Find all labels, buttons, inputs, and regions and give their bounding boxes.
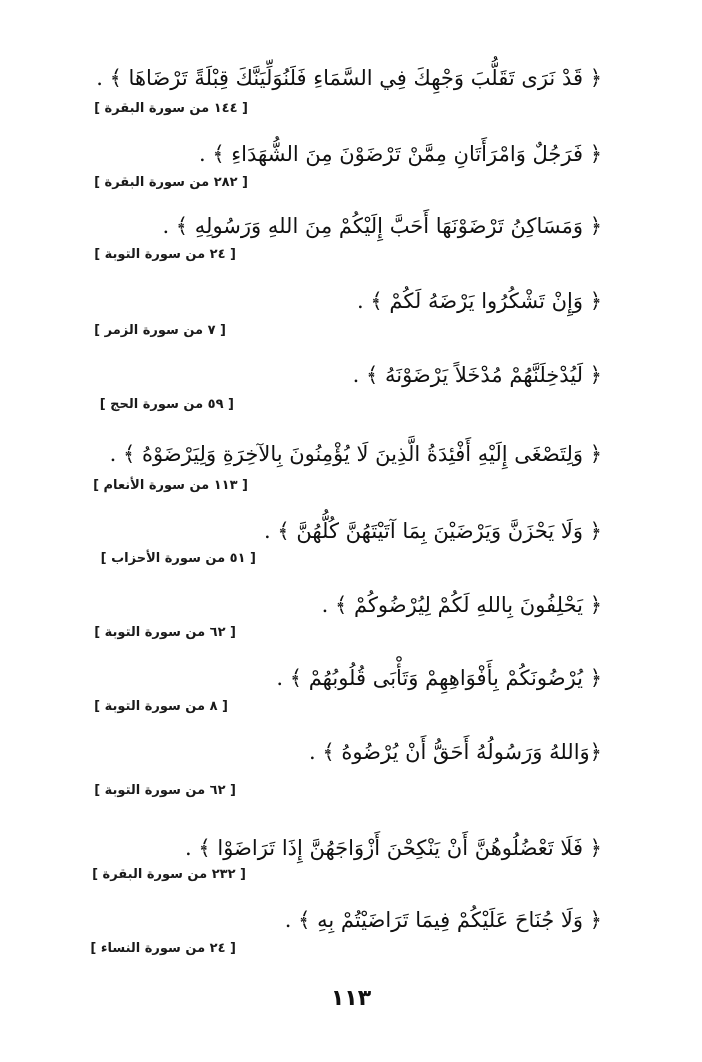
verse-7: ﴿ وَلَا يَحْزَنَّ وَيَرْضَيْنَ بِمَا آتَيْتَهُنَّ كُلُّهُنَّ ﴾ .: [264, 519, 602, 543]
verse-6: ﴿ وَلِتَصْغَى إِلَيْهِ أَفْئِدَةُ الَّذِينَ لَا يُؤْمِنُونَ بِالآخِرَةِ وَلِيَرْضَوْهُ ﴾ .: [109, 442, 602, 466]
verse-4: ﴿ وَإِنْ تَشْكُرُوا يَرْضَهُ لَكُمْ ﴾ .: [357, 289, 602, 313]
page-number: ١١٣: [330, 986, 372, 1011]
verse-3: ﴿ وَمَسَاكِنُ تَرْضَوْنَهَا أَحَبَّ إِلَيْكُمْ مِنَ اللهِ وَرَسُولِهِ ﴾ .: [162, 214, 602, 238]
reference-2: [ ٢٨٢ من سورة البقرة ]: [94, 175, 248, 190]
reference-6: [ ١١٣ من سورة الأنعام ]: [93, 478, 248, 493]
reference-9: [ ٨ من سورة التوبة ]: [94, 699, 228, 714]
verse-1: ﴿ قَدْ نَرَى تَقَلُّبَ وَجْهِكَ فِي السَّمَاءِ فَلَنُوَلِّيَنَّكَ قِبْلَةً تَرْضَاهَا ﴾ .: [96, 66, 602, 90]
verse-5: ﴿ لَيُدْخِلَنَّهُمْ مُدْخَلاً يَرْضَوْنَهُ ﴾ .: [352, 363, 602, 387]
reference-10: [ ٦٢ من سورة التوبة ]: [94, 783, 236, 798]
reference-1: [ ١٤٤ من سورة البقرة ]: [94, 101, 248, 116]
verse-8: ﴿ يَحْلِفُونَ بِاللهِ لَكُمْ لِيُرْضُوكُمْ ﴾ .: [321, 593, 602, 617]
reference-3: [ ٢٤ من سورة التوبة ]: [94, 247, 236, 262]
verse-10: ﴿وَاللهُ وَرَسُولُهُ أَحَقُّ أَنْ يُرْضُوهُ ﴾ .: [308, 740, 602, 764]
reference-11: [ ٢٣٢ من سورة البقرة ]: [92, 867, 246, 882]
reference-8: [ ٦٢ من سورة التوبة ]: [94, 625, 236, 640]
reference-5: [ ٥٩ من سورة الحج ]: [99, 397, 234, 412]
verse-12: ﴿ وَلَا جُنَاحَ عَلَيْكُمْ فِيمَا تَرَاضَيْتُمْ بِهِ ﴾ .: [284, 908, 602, 932]
verse-11: ﴿ فَلَا تَعْضُلُوهُنَّ أَنْ يَنْكِحْنَ أَزْوَاجَهُنَّ إِذَا تَرَاضَوْا ﴾ .: [185, 836, 602, 860]
reference-7: [ ٥١ من سورة الأحزاب ]: [100, 551, 256, 566]
verse-9: ﴿ يُرْضُونَكُمْ بِأَفْوَاهِهِمْ وَتَأْبَى قُلُوبُهُمْ ﴾ .: [276, 666, 602, 690]
reference-4: [ ٧ من سورة الزمر ]: [94, 323, 226, 338]
reference-12: [ ٢٤ من سورة النساء ]: [90, 941, 236, 956]
verse-2: ﴿ فَرَجُلٌ وَامْرَأَتَانِ مِمَّنْ تَرْضَوْنَ مِنَ الشُّهَدَاءِ ﴾ .: [198, 142, 602, 166]
